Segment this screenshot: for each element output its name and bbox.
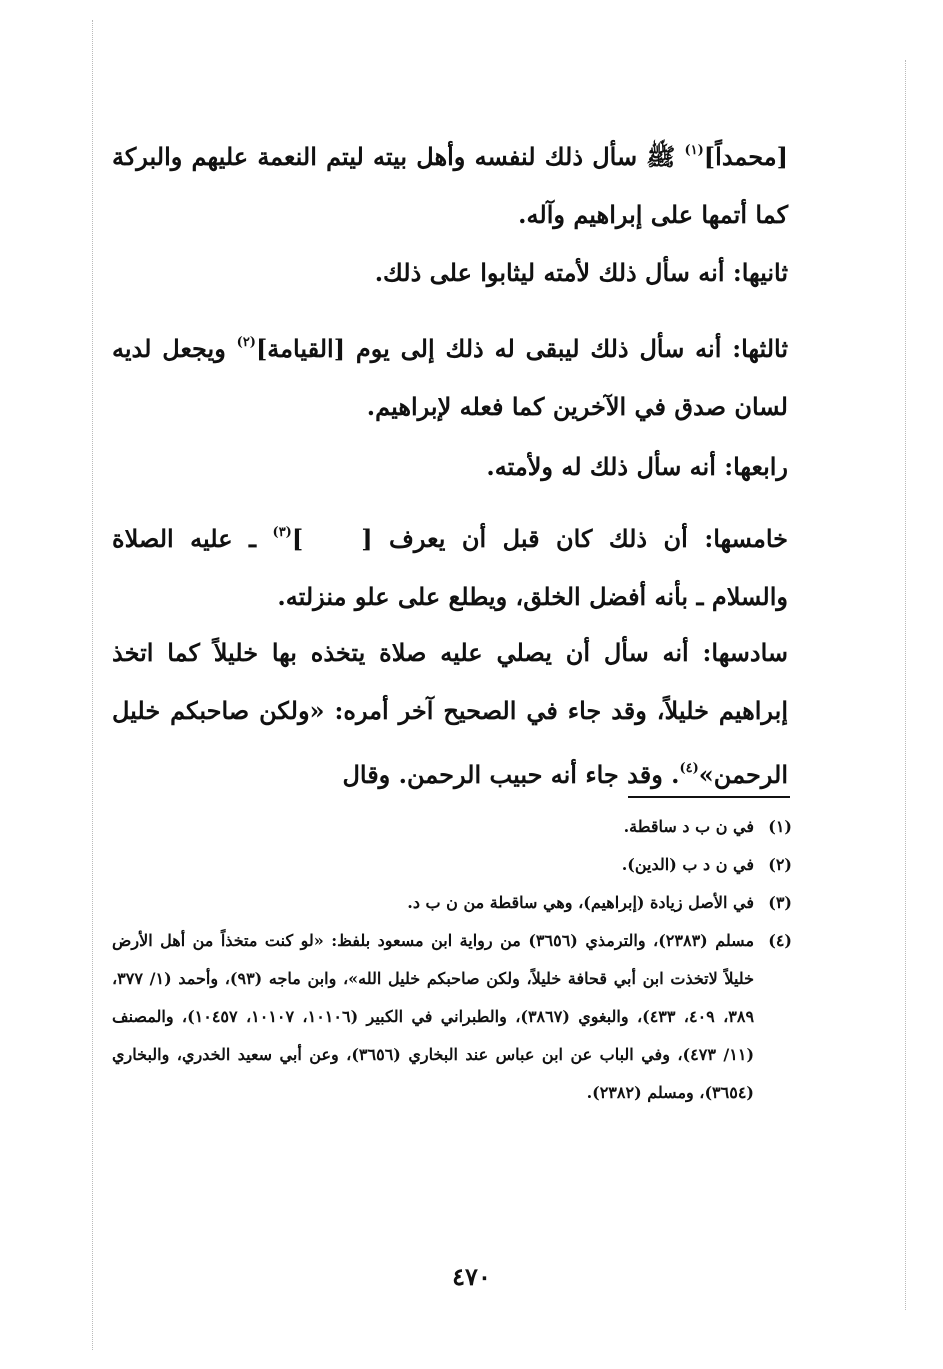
- paragraph-5-heading: خامسها:: [704, 524, 788, 553]
- page-number: ٤٧٠: [452, 1262, 491, 1291]
- paragraph-5: [112, 504, 788, 626]
- paragraph-6-text-b: . وقد جاء أنه حبيب الرحمن. وقال: [342, 760, 680, 789]
- paragraph-1: [112, 122, 788, 244]
- paragraph-1-text-b: ﷺ سأل ذلك لنفسه وأهل بيته ليتم النعمة عليهم والبركة كما أتمها على إبراهيم وآله.: [112, 142, 788, 229]
- footnote-item: [112, 922, 792, 1112]
- paragraph-6: [112, 624, 788, 804]
- paragraph-4-heading: رابعها:: [724, 452, 788, 481]
- paragraph-2-text: أنه سأل ذلك لأمته ليثابوا على ذلك.: [374, 258, 733, 287]
- paragraph-2-heading: ثانيها:: [732, 258, 788, 287]
- scan-edge-line-right: [905, 60, 906, 1310]
- footnote-number: (١): [768, 817, 792, 836]
- paragraph-5-text-a: أن ذلك كان قبل أن يعرف [: [361, 524, 705, 553]
- paragraph-4-text: أنه سأل ذلك له ولأمته.: [486, 452, 725, 481]
- footnote-text: في ن ب د ساقطة.: [623, 817, 754, 836]
- footnote-text: مسلم (٢٣٨٣)، والترمذي (٣٦٥٦) من رواية ابن مسعود بلفظ: «لو كنت متخذاً من أهل الأرض خليلاً لاتخذت ابن أبي قحافة خليلاً، ولكن صاحبكم خليل الله»، وابن ماجه (٩٣)، وأحمد (١/ ٣٧٧، ٣٨٩، ٤٠٩، ٤٣٣)، والبغوي (٣٨٦٧)، والطبراني في الكبير (١٠١٠٦، ١٠١٠٧، ١٠٤٥٧)، والمصنف (١١/ ٤٧٣)، وفي الباب عن ابن عباس عند البخاري (٣٦٥٦)، وعن أبي سعيد الخدري، والبخاري (٣٦٥٤)، ومسلم (٢٣٨٢).: [112, 931, 755, 1102]
- footnote-ref-4: (٤): [679, 761, 699, 776]
- footnote-separator: [628, 796, 790, 798]
- footnote-text: في ن د ب (الدين).: [621, 855, 754, 874]
- scan-edge-line-left: [92, 20, 93, 1350]
- paragraph-4: [112, 438, 788, 496]
- paragraph-3-text-a: أنه سأل ذلك ليبقى له ذلك إلى يوم [القيامة]: [255, 334, 733, 363]
- paragraph-2: [112, 244, 788, 302]
- footnote-text: في الأصل زيادة (إبراهيم)، وهي ساقطة من ن ب د.: [407, 893, 754, 912]
- paragraph-6-text-a: أنه سأل أن يصلي عليه صلاة يتخذه بها خليلاً كما اتخذ إبراهيم خليلاً، وقد جاء في الصحيح آخر أمره: «ولكن صاحبكم خليل الرحمن»: [112, 638, 788, 789]
- paragraph-6-heading: سادسها:: [702, 638, 788, 667]
- paragraph-1-text-a: [محمداً]: [703, 142, 788, 171]
- footnote-item: [112, 884, 792, 922]
- paragraph-3-heading: ثالثها:: [732, 334, 788, 363]
- footnote-ref-3: (٣): [272, 525, 292, 540]
- footnote-number: (٢): [768, 855, 792, 874]
- footnotes: [112, 808, 792, 1112]
- paragraph-5-text-c: ـ عليه الصلاة والسلام ـ بأنه أفضل الخلق، ويطلع على علو منزلته.: [112, 524, 788, 611]
- footnote-number: (٣): [768, 893, 792, 912]
- footnote-item: [112, 846, 792, 884]
- footnote-item: [112, 808, 792, 846]
- paragraph-5-text-b: ]: [291, 524, 304, 553]
- paragraph-3-text-b: ويجعل لديه لسان صدق في الآخرين كما فعله لإبراهيم.: [112, 334, 788, 421]
- paragraph-3: [112, 314, 788, 436]
- footnote-number: (٤): [768, 931, 792, 950]
- footnote-ref-1: (١): [684, 143, 704, 158]
- footnote-ref-2: (٢): [236, 335, 256, 350]
